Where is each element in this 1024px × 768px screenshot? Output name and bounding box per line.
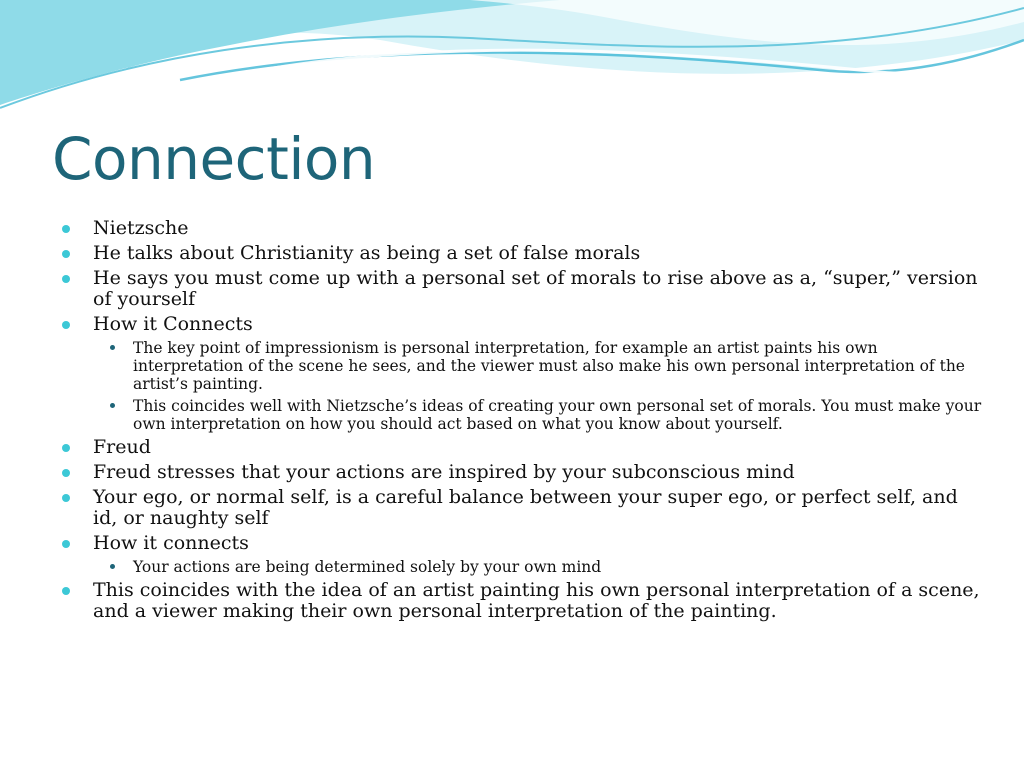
sub-list-item-text: The key point of impressionism is personal interpretation, for example an artist paints his own interpretation of the scene he sees, and the viewer must also make his own personal interpretation of the artist’s painting. [133,339,965,393]
sub-bullet-dot-icon [110,403,115,408]
list-item-text: How it connects [93,532,249,554]
list-item-text: Freud [93,436,151,458]
sub-bullet-list [93,339,982,433]
bullet-dot-icon [62,321,70,329]
sub-list-item [93,397,982,433]
header-wave-decoration [0,0,1024,120]
slide-bullet-list [62,218,982,626]
sub-list-item [93,558,982,576]
sub-list-item [93,339,982,393]
slide-title: Connection [52,125,376,193]
list-item [62,462,982,483]
list-item-text: How it Connects [93,313,253,335]
list-item-text: Freud stresses that your actions are inspired by your subconscious mind [93,461,795,483]
bullet-dot-icon [62,250,70,258]
bullet-dot-icon [62,225,70,233]
list-item-text: He says you must come up with a personal set of morals to rise above as a, “super,” version of yourself [93,267,978,310]
list-item-text: He talks about Christianity as being a set of false morals [93,242,641,264]
bullet-dot-icon [62,587,70,595]
list-item [62,218,982,239]
list-item [62,487,982,529]
sub-list-item-text: Your actions are being determined solely by your own mind [133,558,602,576]
bullet-dot-icon [62,540,70,548]
list-item [62,437,982,458]
list-item-text: This coincides with the idea of an artist painting his own personal interpretation of a scene, and a viewer making their own personal interpretation of the painting. [93,579,980,622]
sub-bullet-dot-icon [110,564,115,569]
list-item [62,533,982,576]
list-item [62,580,982,622]
bullet-dot-icon [62,494,70,502]
bullet-dot-icon [62,469,70,477]
sub-bullet-dot-icon [110,345,115,350]
list-item [62,314,982,433]
bullet-dot-icon [62,444,70,452]
list-item-text: Nietzsche [93,217,189,239]
sub-bullet-list [93,558,982,576]
list-item-text: Your ego, or normal self, is a careful balance between your super ego, or perfect self, and id, or naughty self [93,486,958,529]
bullet-dot-icon [62,275,70,283]
sub-list-item-text: This coincides well with Nietzsche’s ideas of creating your own personal set of morals. You must make your own interpretation on how you should act based on what you know about yourself. [133,397,982,433]
list-item [62,268,982,310]
list-item [62,243,982,264]
